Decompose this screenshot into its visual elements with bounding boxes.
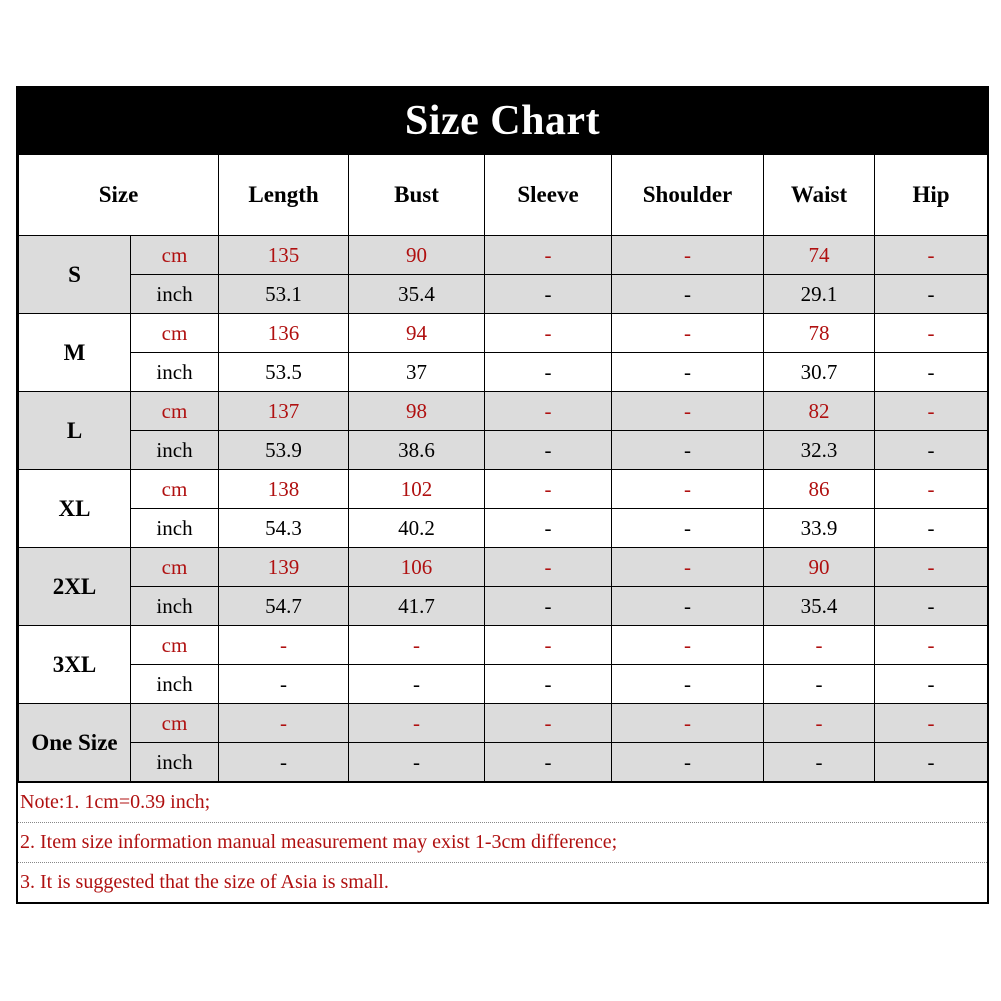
cell-cm: 106: [349, 548, 485, 587]
cell-inch: -: [612, 587, 764, 626]
cell-inch: -: [485, 665, 612, 704]
size-chart: [16, 86, 989, 904]
cell-inch: 38.6: [349, 431, 485, 470]
cell-cm: -: [612, 704, 764, 743]
unit-inch: inch: [131, 743, 219, 782]
cell-cm: -: [612, 314, 764, 353]
cell-cm: 136: [219, 314, 349, 353]
cell-inch: -: [875, 275, 988, 314]
note-1: Note:1. 1cm=0.39 inch;: [18, 783, 987, 823]
cell-cm: 90: [764, 548, 875, 587]
cell-cm: 98: [349, 392, 485, 431]
cell-cm: -: [485, 392, 612, 431]
cell-inch: -: [349, 665, 485, 704]
header-waist: Waist: [764, 155, 875, 236]
cell-cm: 94: [349, 314, 485, 353]
unit-inch: inch: [131, 431, 219, 470]
cell-cm: -: [764, 704, 875, 743]
cell-cm: -: [485, 626, 612, 665]
size-row-inch: [19, 353, 988, 392]
cell-cm: -: [875, 392, 988, 431]
cell-cm: 102: [349, 470, 485, 509]
size-row-inch: [19, 587, 988, 626]
unit-inch: inch: [131, 665, 219, 704]
cell-cm: 74: [764, 236, 875, 275]
cell-cm: -: [875, 314, 988, 353]
cell-inch: -: [485, 587, 612, 626]
cell-cm: 78: [764, 314, 875, 353]
cell-inch: -: [764, 665, 875, 704]
cell-inch: -: [612, 431, 764, 470]
cell-inch: -: [875, 509, 988, 548]
size-label: M: [19, 314, 131, 392]
cell-cm: -: [875, 236, 988, 275]
size-row-cm: [19, 704, 988, 743]
cell-inch: -: [764, 743, 875, 782]
size-label: One Size: [19, 704, 131, 782]
size-row-inch: [19, 509, 988, 548]
cell-inch: 29.1: [764, 275, 875, 314]
size-row-cm: [19, 236, 988, 275]
size-row-cm: [19, 314, 988, 353]
cell-inch: 54.7: [219, 587, 349, 626]
cell-inch: 32.3: [764, 431, 875, 470]
cell-cm: 86: [764, 470, 875, 509]
cell-inch: 35.4: [349, 275, 485, 314]
header-row: [19, 155, 988, 236]
size-label: 3XL: [19, 626, 131, 704]
cell-cm: -: [349, 704, 485, 743]
cell-cm: -: [612, 548, 764, 587]
cell-inch: 35.4: [764, 587, 875, 626]
cell-cm: -: [349, 626, 485, 665]
header-sleeve: Sleeve: [485, 155, 612, 236]
cell-inch: 53.9: [219, 431, 349, 470]
cell-cm: -: [612, 236, 764, 275]
unit-inch: inch: [131, 353, 219, 392]
size-table: [18, 154, 988, 782]
unit-cm: cm: [131, 704, 219, 743]
unit-inch: inch: [131, 509, 219, 548]
header-size: Size: [19, 155, 219, 236]
cell-inch: -: [485, 353, 612, 392]
size-label: S: [19, 236, 131, 314]
header-shoulder: Shoulder: [612, 155, 764, 236]
unit-cm: cm: [131, 470, 219, 509]
cell-inch: 30.7: [764, 353, 875, 392]
cell-cm: 90: [349, 236, 485, 275]
cell-cm: -: [485, 704, 612, 743]
unit-cm: cm: [131, 236, 219, 275]
size-label: 2XL: [19, 548, 131, 626]
unit-cm: cm: [131, 626, 219, 665]
size-row-cm: [19, 470, 988, 509]
cell-inch: -: [875, 353, 988, 392]
cell-inch: -: [485, 743, 612, 782]
cell-inch: 37: [349, 353, 485, 392]
cell-inch: 54.3: [219, 509, 349, 548]
cell-inch: -: [485, 431, 612, 470]
size-row-inch: [19, 275, 988, 314]
cell-inch: 53.1: [219, 275, 349, 314]
note-3: 3. It is suggested that the size of Asia is small.: [18, 863, 987, 903]
cell-cm: -: [485, 470, 612, 509]
cell-cm: -: [219, 704, 349, 743]
size-row-inch: [19, 665, 988, 704]
cell-inch: -: [612, 665, 764, 704]
cell-cm: 139: [219, 548, 349, 587]
unit-inch: inch: [131, 587, 219, 626]
unit-inch: inch: [131, 275, 219, 314]
size-label: L: [19, 392, 131, 470]
cell-inch: -: [875, 587, 988, 626]
unit-cm: cm: [131, 548, 219, 587]
cell-cm: 138: [219, 470, 349, 509]
cell-cm: -: [875, 548, 988, 587]
cell-inch: -: [612, 275, 764, 314]
cell-cm: -: [875, 470, 988, 509]
size-row-cm: [19, 548, 988, 587]
cell-cm: -: [612, 626, 764, 665]
header-length: Length: [219, 155, 349, 236]
cell-cm: -: [764, 626, 875, 665]
cell-cm: 135: [219, 236, 349, 275]
cell-inch: -: [875, 665, 988, 704]
cell-inch: -: [349, 743, 485, 782]
header-bust: Bust: [349, 155, 485, 236]
cell-inch: -: [612, 509, 764, 548]
cell-inch: 33.9: [764, 509, 875, 548]
size-label: XL: [19, 470, 131, 548]
cell-inch: -: [485, 509, 612, 548]
cell-cm: -: [875, 704, 988, 743]
cell-inch: -: [875, 743, 988, 782]
cell-cm: 137: [219, 392, 349, 431]
cell-inch: -: [612, 743, 764, 782]
chart-title: Size Chart: [18, 88, 987, 154]
cell-inch: 40.2: [349, 509, 485, 548]
cell-inch: -: [485, 275, 612, 314]
notes-table: [18, 782, 987, 902]
size-row-cm: [19, 392, 988, 431]
cell-inch: 53.5: [219, 353, 349, 392]
cell-cm: -: [219, 626, 349, 665]
cell-cm: 82: [764, 392, 875, 431]
note-2: 2. Item size information manual measurement may exist 1-3cm difference;: [18, 823, 987, 863]
cell-cm: -: [485, 548, 612, 587]
cell-inch: -: [875, 431, 988, 470]
cell-inch: 41.7: [349, 587, 485, 626]
cell-inch: -: [612, 353, 764, 392]
size-row-inch: [19, 743, 988, 782]
cell-inch: -: [219, 665, 349, 704]
unit-cm: cm: [131, 314, 219, 353]
cell-cm: -: [485, 236, 612, 275]
size-row-inch: [19, 431, 988, 470]
cell-inch: -: [219, 743, 349, 782]
size-row-cm: [19, 626, 988, 665]
cell-cm: -: [612, 470, 764, 509]
cell-cm: -: [485, 314, 612, 353]
cell-cm: -: [875, 626, 988, 665]
header-hip: Hip: [875, 155, 988, 236]
unit-cm: cm: [131, 392, 219, 431]
cell-cm: -: [612, 392, 764, 431]
